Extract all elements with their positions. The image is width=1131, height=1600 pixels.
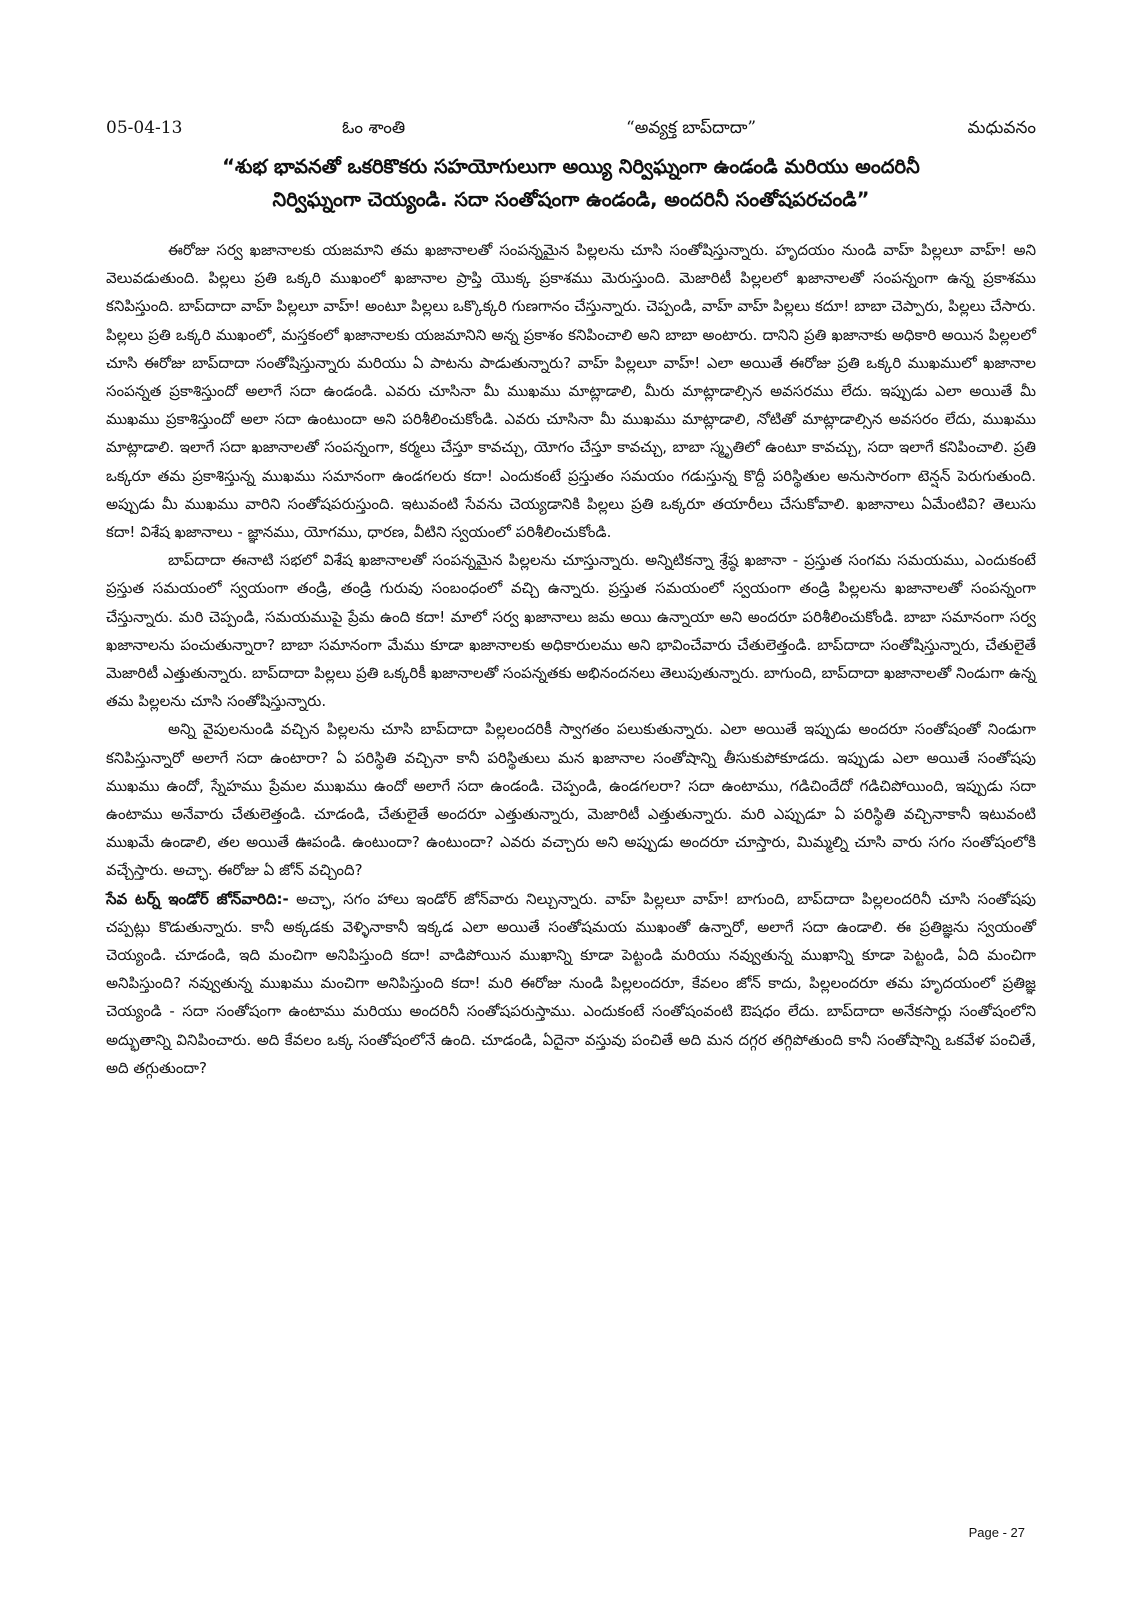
document-title	[106, 150, 1036, 216]
header-place: మధువనం	[967, 118, 1036, 138]
header-om-shanti: ఓం శాంతి	[342, 118, 406, 138]
seva-turn-text: అచ్ఛా, సగం హాలు ఇండోర్ జోన్‌వారు నిల్చున్నారు. వాహ్ పిల్లలూ వాహ్! బాగుంది, బాప్‌దాదా పిల్లలందరినీ చూసి సంతోషపు చప్పట్లు కొడుతున్నారు. కానీ అక్కడకు వెళ్ళినాకానీ ఇక్కడ ఎలా అయితే సంతోషమయ ముఖంతో ఉన్నారో, అలాగే సదా ఉండాలి. ఈ ప్రతిజ్ఞను స్వయంతో చెయ్యండి. చూడండి, ఇది మంచిగా అనిపిస్తుంది కదా! వాడిపోయిన ముఖాన్ని కూడా పెట్టండి మరియు నవ్వుతున్న ముఖాన్ని కూడా పెట్టండి, ఏది మంచిగా అనిపిస్తుంది? నవ్వుతున్న ముఖము మంచిగా అనిపిస్తుంది కదా! మరి ఈరోజు నుండి పిల్లలందరూ, కేవలం జోన్ కాదు, పిల్లలందరూ తమ హృదయంలో ప్రతిజ్ఞ చెయ్యండి - సదా సంతోషంగా ఉంటాము మరియు అందరినీ సంతోషపరుస్తాము. ఎందుకంటే సంతోషంవంటి ఔషధం లేదు. బాప్‌దాదా అనేకసార్లు సంతోషంలోని అద్భుతాన్ని వినిపించారు. అది కేవలం ఒక్క సంతోషంలోనే ఉంది. చూడండి, ఏదైనా వస్తువు పంచితే అది మన దగ్గర తగ్గిపోతుంది కానీ సంతోషాన్ని ఒకవేళ పంచితే, అది తగ్గుతుందా?	[106, 889, 1036, 1077]
paragraph-3: అన్ని వైపులనుండి వచ్చిన పిల్లలను చూసి బాప్‌దాదా పిల్లలందరికీ స్వాగతం పలుకుతున్నారు. ఎలా అయితే ఇప్పుడు అందరూ సంతోషంతో నిండుగా కనిపిస్తున్నారో అలాగే సదా ఉంటారా? ఏ పరిస్థితి వచ్చినా కానీ పరిస్థితులు మన ఖజానాల సంతోషాన్ని తీసుకుపోకూడదు. ఇప్పుడు ఎలా అయితే సంతోషపు ముఖము ఉందో, స్నేహము ప్రేమల ముఖము ఉందో అలాగే సదా ఉండండి. చెప్పండి, ఉండగలరా? సదా ఉంటాము, గడిచిందేదో గడిచిపోయింది, ఇప్పుడు సదా ఉంటాము అనేవారు చేతులెత్తండి. చూడండి, చేతులైతే అందరూ ఎత్తుతున్నారు, మెజారిటీ ఎత్తుతున్నారు. మరి ఎప్పుడూ ఏ పరిస్థితి వచ్చినాకానీ ఇటువంటి ముఖమే ఉండాలి, తల అయితే ఊపండి. ఉంటుందా? ఉంటుందా? ఎవరు వచ్చారు అని అప్పుడు అందరూ చూస్తారు, మిమ్మల్ని చూసి వారు సగం సంతోషంలోకి వచ్చేస్తారు. అచ్ఛా. ఈరోజు ఏ జోన్ వచ్చింది?	[106, 720, 1036, 880]
paragraph-seva-turn	[106, 885, 1036, 1082]
page-number: Page - 27	[968, 1525, 1025, 1540]
title-line-2: నిర్విఘ్నంగా చెయ్యండి. సదా సంతోషంగా ఉండండి, అందరినీ సంతోషపరచండి”	[272, 188, 870, 211]
paragraph-2: బాప్‌దాదా ఈనాటి సభలో విశేష ఖజానాలతో సంపన్నమైన పిల్లలను చూస్తున్నారు. అన్నిటికన్నా శ్రేష్ఠ ఖజానా - ప్రస్తుత సంగమ సమయము, ఎందుకంటే ప్రస్తుత సమయంలో స్వయంగా తండ్రి, తండ్రి గురువు సంబంధంలో వచ్చి ఉన్నారు. ప్రస్తుత సమయంలో స్వయంగా తండ్రి పిల్లలను ఖజానాలతో సంపన్నంగా చేస్తున్నారు. మరి చెప్పండి, సమయముపై ప్రేమ ఉంది కదా! మాలో సర్వ ఖజానాలు జమ అయి ఉన్నాయా అని అందరూ పరిశీలించుకోండి. బాబా సమానంగా సర్వ ఖజానాలను పంచుతున్నారా? బాబా సమానంగా మేము కూడా ఖజానాలకు అధికారులము అని భావించేవారు చేతులెత్తండి. బాప్‌దాదా సంతోషిస్తున్నారు, చేతులైతే మెజారిటీ ఎత్తుతున్నారు. బాప్‌దాదా పిల్లలు ప్రతి ఒక్కరికీ ఖజానాలతో సంపన్నతకు అభినందనలు తెలుపుతున్నారు. బాగుంది, బాప్‌దాదా ఖజానాలతో నిండుగా ఉన్న తమ పిల్లలను చూసి సంతోషిస్తున్నారు.	[106, 551, 1036, 711]
seva-turn-lead: సేవ టర్న్ ఇండోర్ జోన్‌వారిది:-	[106, 889, 289, 908]
document-body	[106, 236, 1036, 1082]
header-avyakt: “అవ్యక్త బాప్‌దాదా”	[626, 118, 757, 138]
header-date: 05-04-13	[106, 118, 183, 138]
paragraph-1: ఈరోజు సర్వ ఖజానాలకు యజమాని తమ ఖజానాలతో సంపన్నమైన పిల్లలను చూసి సంతోషిస్తున్నారు. హృదయం నుండి వాహ్ పిల్లలూ వాహ్! అని వెలువడుతుంది. పిల్లలు ప్రతి ఒక్కరి ముఖంలో ఖజానాల ప్రాప్తి యొక్క ప్రకాశము మెరుస్తుంది. మెజారిటీ పిల్లలలో ఖజానాలతో సంపన్నంగా ఉన్న ప్రకాశము కనిపిస్తుంది. బాప్‌దాదా వాహ్ పిల్లలూ వాహ్! అంటూ పిల్లలు ఒక్కొక్కరి గుణగానం చేస్తున్నారు. చెప్పండి, వాహ్ వాహ్ పిల్లలు కదూ! బాబా చెప్పారు, పిల్లలు చేసారు. పిల్లలు ప్రతి ఒక్కరి ముఖంలో, మస్తకంలో ఖజానాలకు యజమానిని అన్న ప్రకాశం కనిపించాలి అని బాబా అంటారు. దానిని ప్రతి ఖజానాకు అధికారి అయిన పిల్లలలో చూసి ఈరోజు బాప్‌దాదా సంతోషిస్తున్నారు మరియు ఏ పాటను పాడుతున్నారు? వాహ్ పిల్లలూ వాహ్! ఎలా అయితే ఈరోజు ప్రతి ఒక్కరి ముఖములో ఖజానాల సంపన్నత ప్రకాశిస్తుందో అలాగే సదా ఉండండి. ఎవరు చూసినా మీ ముఖము మాట్లాడాలి, మీరు మాట్లాడాల్సిన అవసరము లేదు. ఇప్పుడు ఎలా అయితే మీ ముఖము ప్రకాశిస్తుందో అలా సదా ఉంటుందా అని పరిశీలించుకోండి. ఎవరు చూసినా మీ ముఖము మాట్లాడాలి, నోటితో మాట్లాడాల్సిన అవసరం లేదు, ముఖము మాట్లాడాలి. ఇలాగే సదా ఖజానాలతో సంపన్నంగా, కర్మలు చేస్తూ కావచ్చు, యోగం చేస్తూ కావచ్చు, బాబా స్మృతిలో ఉంటూ కావచ్చు, సదా ఇలాగే కనిపించాలి. ప్రతి ఒక్కరూ తమ ప్రకాశిస్తున్న ముఖము సమానంగా ఉండగలరు కదా! ఎందుకంటే ప్రస్తుతం సమయం గడుస్తున్న కొద్దీ పరిస్థితుల అనుసారంగా టెన్షన్ పెరుగుతుంది. అప్పుడు మీ ముఖము వారిని సంతోషపరుస్తుంది. ఇటువంటి సేవను చెయ్యడానికి పిల్లలు ప్రతి ఒక్కరూ తయారీలు చేసుకోవాలి. ఖజానాలు ఏమేంటివి? తెలుసు కదా! విశేష ఖజానాలు - జ్ఞానము, యోగము, ధారణ, వీటిని స్వయంలో పరిశీలించుకోండి.	[106, 241, 1036, 542]
title-line-1: “శుభ భావనతో ఒకరికొకరు సహయోగులుగా అయ్యి నిర్విఘ్నంగా ఉండండి మరియు అందరినీ	[222, 155, 920, 178]
page-header	[106, 118, 1036, 146]
